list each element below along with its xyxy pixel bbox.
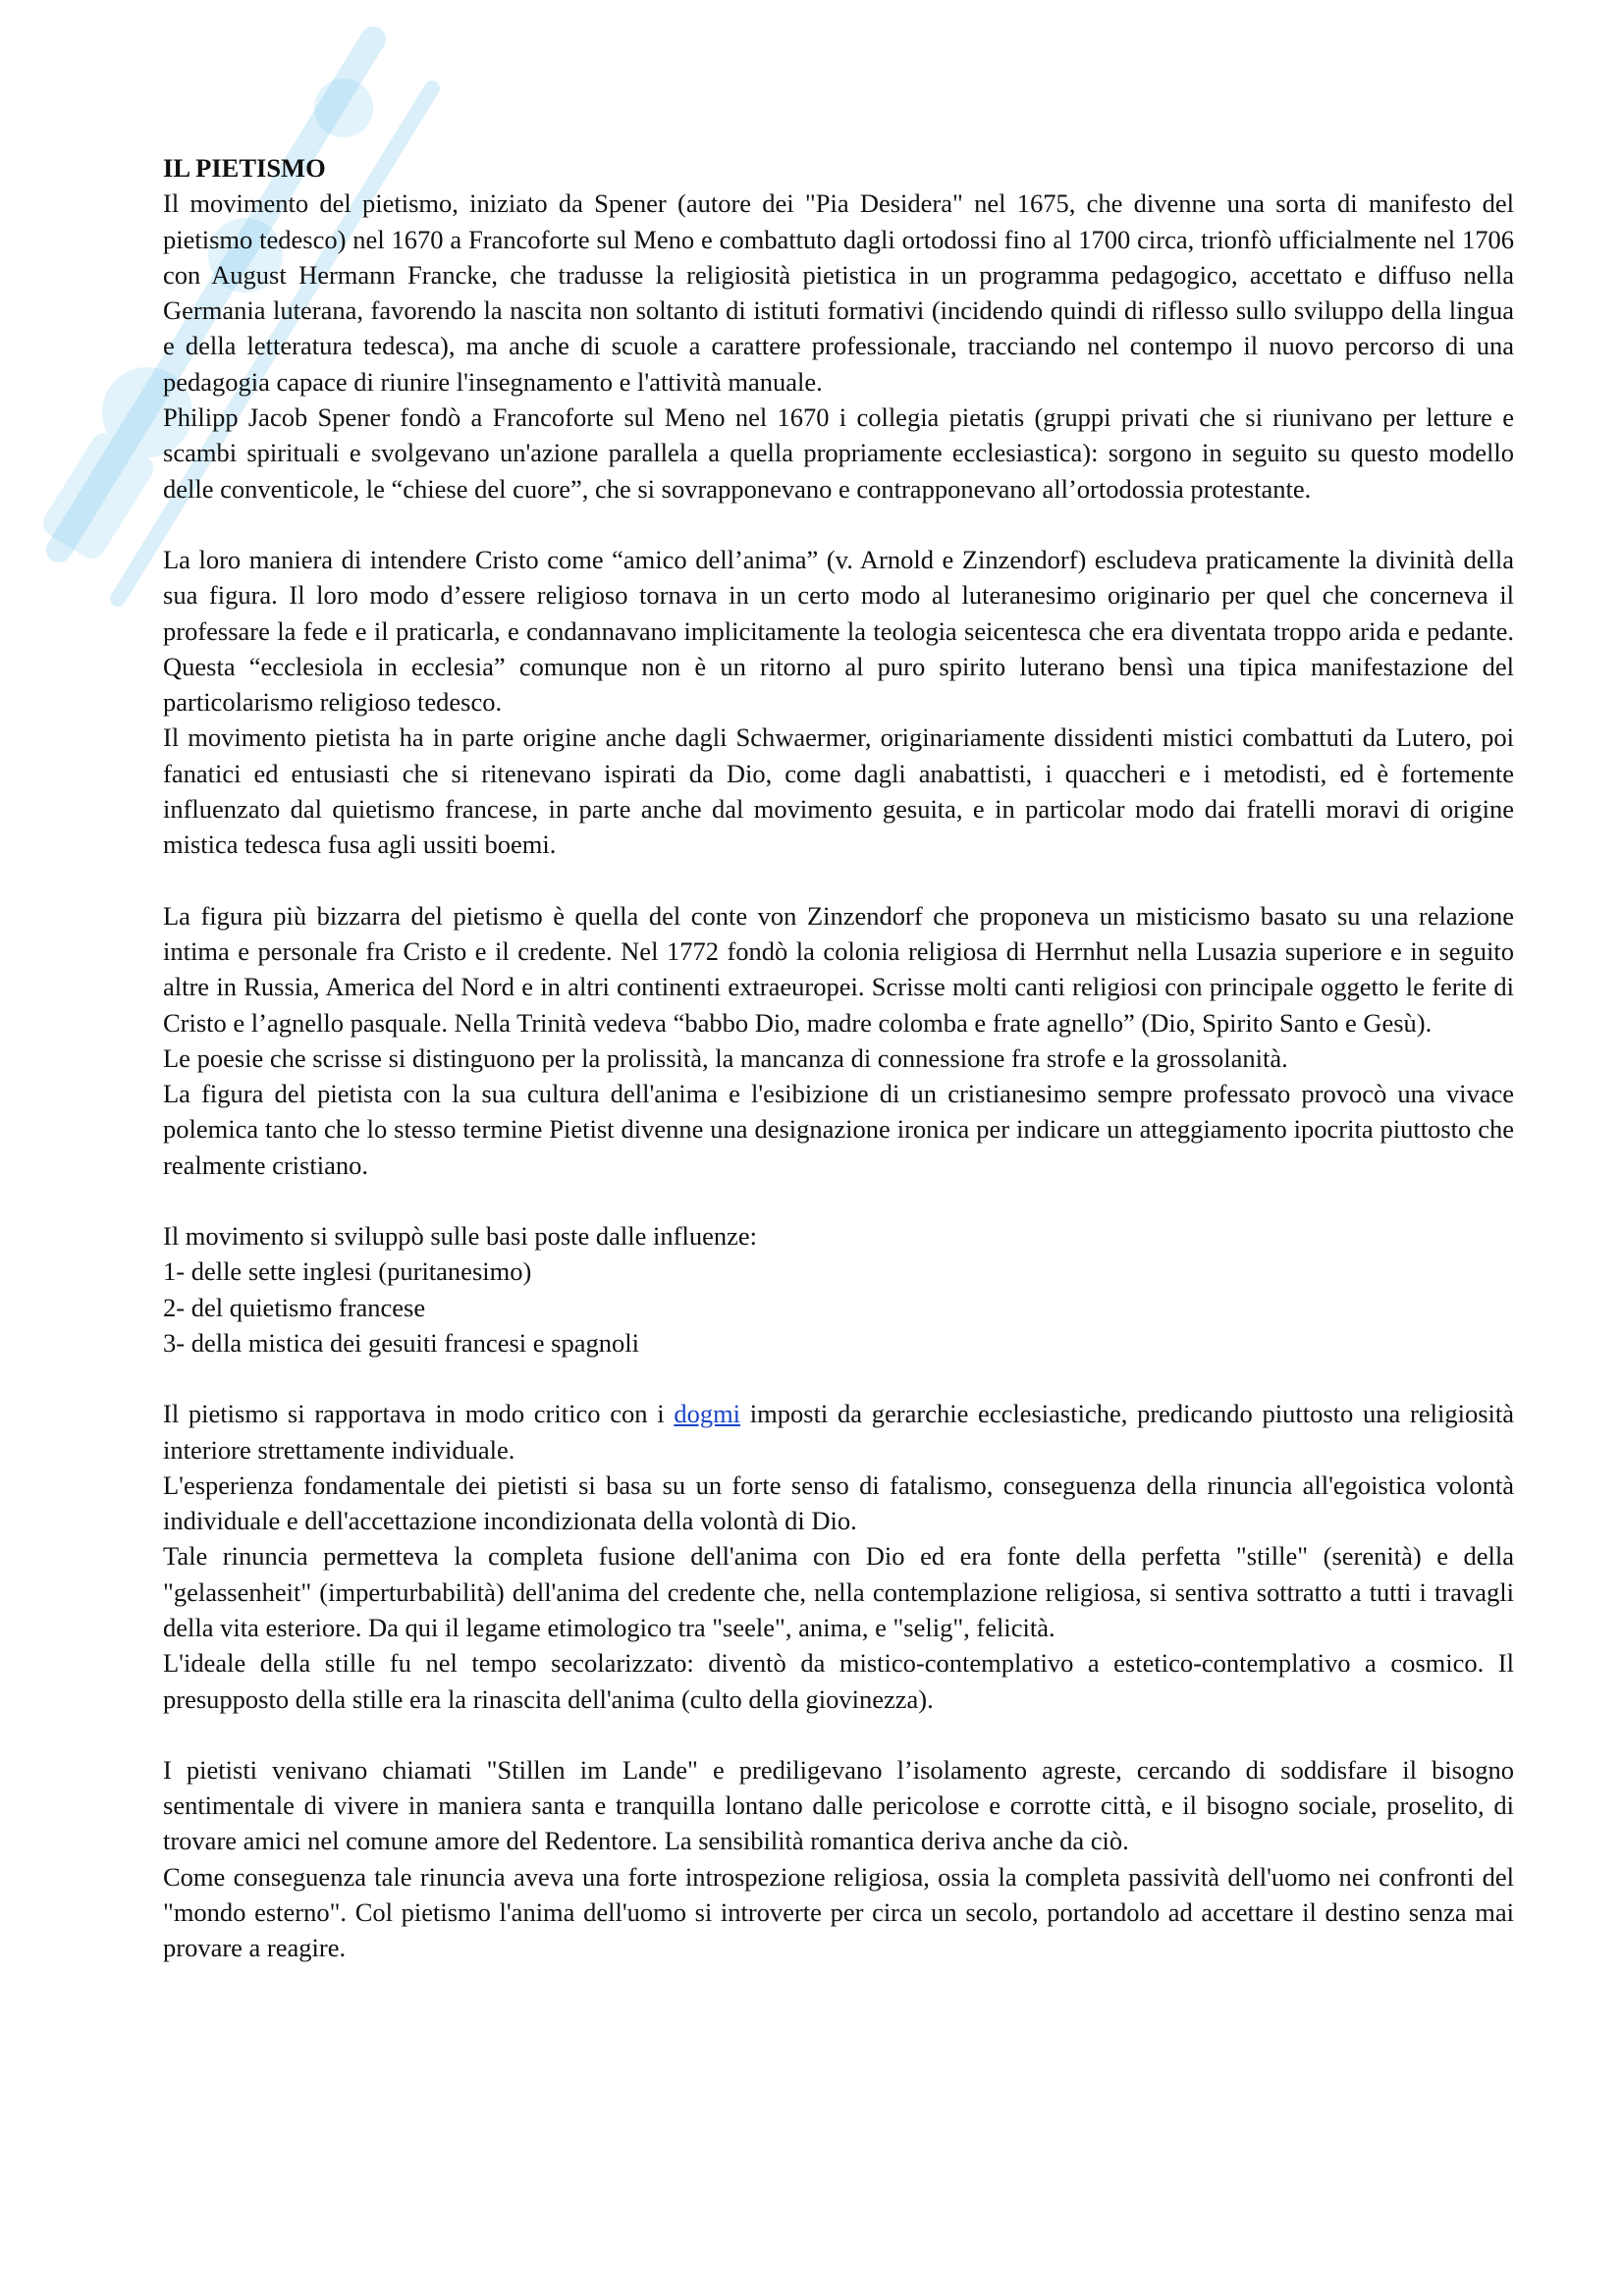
influences-list bbox=[163, 1254, 1514, 1361]
paragraph-poesie: Le poesie che scrisse si distinguono per la prolissità, la mancanza di connessione fra strofe e la grossolanità. bbox=[163, 1042, 1288, 1073]
list-item: 3- della mistica dei gesuiti francesi e spagnoli bbox=[163, 1327, 639, 1358]
list-item: 1- delle sette inglesi (puritanesimo) bbox=[163, 1256, 532, 1287]
paragraph-rinuncia: Tale rinuncia permetteva la completa fusione dell'anima con Dio ed era fonte della perfetta "stille" (serenità) e della "gelassenheit" (imperturbabilità) dell'anima del credente che, nella contemplazione religiosa, si sentiva sottratto a tutti i travagli della vita esteriore. Da qui il legame etimologico tra "seele", anima, e "selig", felicità. bbox=[163, 1541, 1514, 1642]
paragraph-intro: Il movimento del pietismo, iniziato da Spener (autore dei "Pia Desidera" nel 1675, che divenne una sorta di manifesto del pietismo tedesco) nel 1670 a Francoforte sul Meno e combattuto dagli ortodossi fino al 1700 circa, trionfò ufficialmente nel 1706 con August Hermann Francke, che tradusse la religiosità pietistica in un programma pedagogico, accettato e diffuso nella Germania luterana, favorendo la nascita non soltanto di istituti formativi (incidendo quindi di riflesso sullo sviluppo della lingua e della letteratura tedesca), ma anche di scuole a carattere professionale, tracciando nel contempo il nuovo percorso di una pedagogia capace di riunire l'insegnamento e l'attività manuale. bbox=[163, 188, 1514, 397]
paragraph-influenze: Il movimento si sviluppò sulle basi poste dalle influenze: bbox=[163, 1221, 757, 1252]
paragraph-ideale: L'ideale della stille fu nel tempo secolarizzato: diventò da mistico-contemplativo a estetico-contemplativo a cosmico. Il presupposto della stille era la rinascita dell'anima (culto della giovinezza). bbox=[163, 1648, 1514, 1714]
paragraph-origine: Il movimento pietista ha in parte origine anche dagli Schwaermer, originariamente dissidenti mistici combattuti da Lutero, poi fanatici ed entusiasti che si ritenevano ispirati da Dio, come dagli anabattisti, i quaccheri e i metodisti, ed è fortemente influenzato dal quietismo francese, in parte anche dal movimento gesuita, e in particolar modo dai fratelli moravi di origine mistica tedesca fusa agli ussiti boemi. bbox=[163, 722, 1514, 860]
paragraph-zinzendorf: La figura più bizzarra del pietismo è quella del conte von Zinzendorf che proponeva un misticismo basato su una relazione intima e personale fra Cristo e il credente. Nel 1772 fondò la colonia religiosa di Herrnhut nella Lusazia superiore e in seguito altre in Russia, America del Nord e in altri continenti extraeuropei. Scrisse molti canti religiosi con principale oggetto le ferite di Cristo e l’agnello pasquale. Nella Trinità vedeva “babbo Dio, madre colomba e frate agnello” (Dio, Spirito Santo e Gesù). bbox=[163, 900, 1514, 1038]
paragraph-cristo: La loro maniera di intendere Cristo come “amico dell’anima” (v. Arnold e Zinzendorf) escludeva praticamente la divinità della sua figura. Il loro modo d’essere religioso tornava in un certo modo al luteranesimo originario per quel che concerneva il professare la fede e il praticarla, e condannavano implicitamente la teologia seicentesca che era diventata troppo arida e pedante. Questa “ecclesiola in ecclesia” comunque non è un ritorno al puro spirito luterano bensì una tipica manifestazione del particolarismo religioso tedesco. bbox=[163, 544, 1514, 718]
paragraph-conseguenza: Come conseguenza tale rinuncia aveva una forte introspezione religiosa, ossia la completa passività dell'uomo nei confronti del "mondo esterno". Col pietismo l'anima dell'uomo si introverte per circa un secolo, portandolo ad accettare il destino senza mai provare a reagire. bbox=[163, 1861, 1514, 1963]
dogmi-link[interactable]: dogmi bbox=[674, 1399, 741, 1429]
document-page bbox=[163, 150, 1514, 1966]
paragraph-dogmi bbox=[163, 1396, 1514, 1468]
paragraph-dogmi-text-after: imposti da gerarchie ecclesiastiche, predicando piuttosto una religiosità interiore strettamente individuale. bbox=[163, 1399, 1514, 1465]
paragraph-pietista: La figura del pietista con la sua cultura dell'anima e l'esibizione di un cristianesimo sempre professato provocò una vivace polemica tanto che lo stesso termine Pietist divenne una designazione ironica per indicare un atteggiamento ipocrita piuttosto che realmente cristiano. bbox=[163, 1079, 1514, 1180]
list-item: 2- del quietismo francese bbox=[163, 1292, 426, 1322]
paragraph-spener: Philipp Jacob Spener fondò a Francoforte sul Meno nel 1670 i collegia pietatis (gruppi privati che si riunivano per letture e scambi spirituali e svolgevano un'azione parallela a quella propriamente ecclesiastica): sorgono in seguito su questo modello delle conventicole, le “chiese del cuore”, che si sovrapponevano e contrapponevano all’ortodossia protestante. bbox=[163, 402, 1514, 504]
paragraph-esperienza: L'esperienza fondamentale dei pietisti si basa su un forte senso di fatalismo, conseguenza della rinuncia all'egoistica volontà individuale e dell'accettazione incondizionata della volontà di Dio. bbox=[163, 1469, 1514, 1536]
document-title: IL PIETISMO bbox=[163, 153, 326, 183]
paragraph-stillen: I pietisti venivano chiamati "Stillen im Lande" e prediligevano l’isolamento agreste, cercando di soddisfare il bisogno sentimentale di vivere in maniera santa e tranquilla lontano dalle pericolose e corrotte città, e il bisogno sociale, proselito, di trovare amici nel comune amore del Redentore. La sensibilità romantica deriva anche da ciò. bbox=[163, 1754, 1514, 1856]
paragraph-dogmi-text-before: Il pietismo si rapportava in modo critico con i bbox=[163, 1399, 675, 1429]
